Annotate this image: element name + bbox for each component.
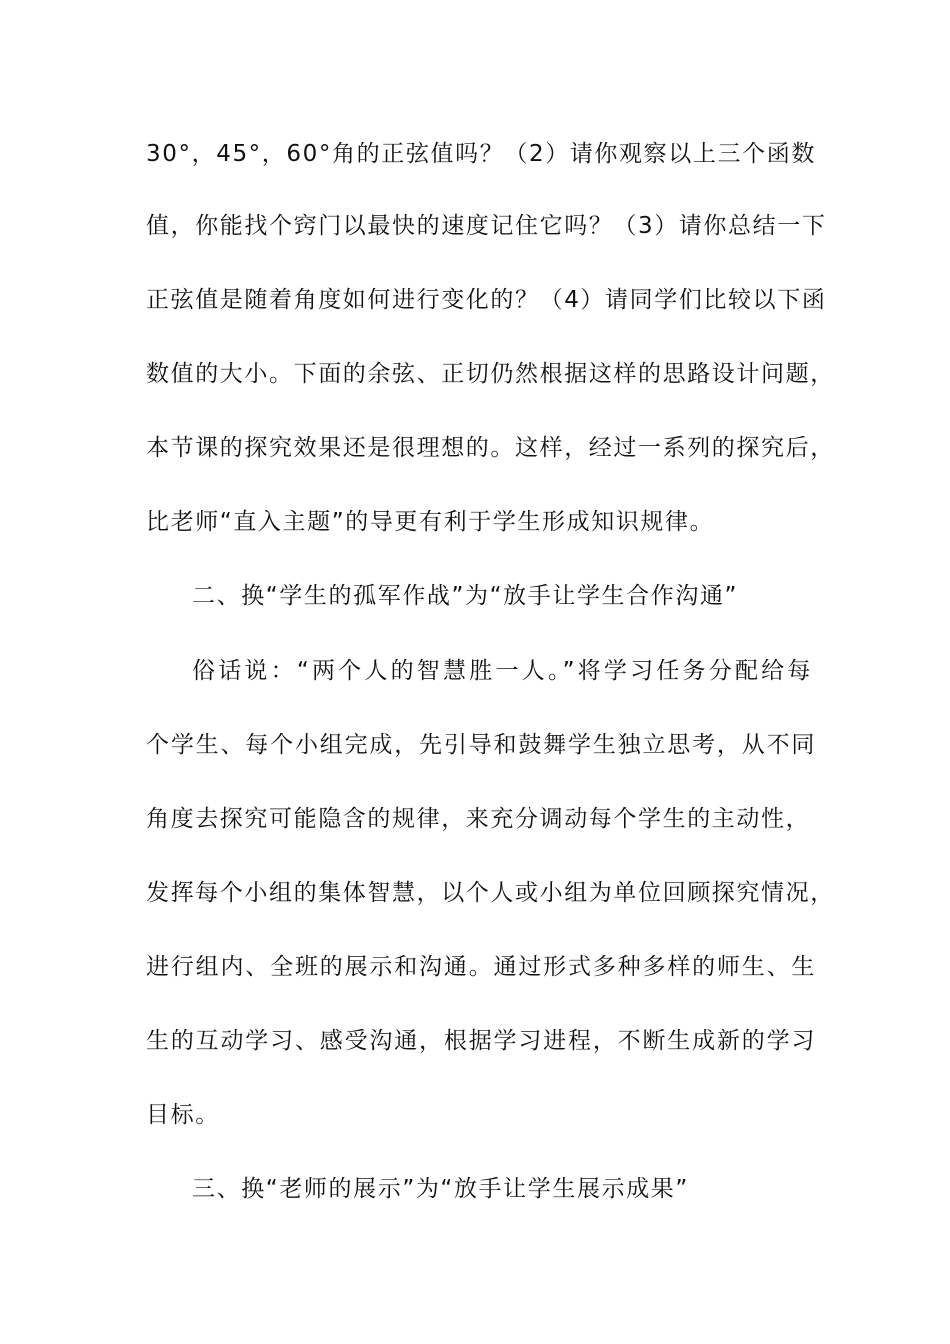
section-heading: 二、换“学生的孤军作战”为“放手让学生合作沟通” — [192, 583, 739, 609]
section-heading: 三、换“老师的展示”为“放手让学生展示成果” — [192, 1176, 689, 1202]
paragraph-line: 发挥每个小组的集体智慧，以个人或小组为单位回顾探究情况， — [146, 880, 835, 906]
paragraph-line: 个学生、每个小组完成，先引导和鼓舞学生独立思考，从不同 — [146, 732, 816, 758]
paragraph-line: 角度去探究可能隐含的规律，来充分调动每个学生的主动性， — [146, 806, 811, 832]
paragraph-line: 生的互动学习、感受沟通，根据学习进程，不断生成新的学习 — [146, 1028, 816, 1054]
paragraph-line: 本节课的探究效果还是很理想的。这样，经过一系列的探究后， — [146, 435, 835, 461]
paragraph-line: 比老师“直入主题”的导更有利于学生形成知识规律。 — [146, 509, 715, 535]
paragraph-line: 俗话说：“两个人的智慧胜一人。”将学习任务分配给每 — [192, 658, 812, 684]
paragraph-line: 数值的大小。下面的余弦、正切仍然根据这样的思路设计问题， — [146, 361, 835, 387]
paragraph-line: 进行组内、全班的展示和沟通。通过形式多种多样的师生、生 — [146, 954, 816, 980]
paragraph-line: 目标。 — [146, 1102, 220, 1128]
paragraph-line: 正弦值是随着角度如何进行变化的？（4）请同学们比较以下函 — [146, 287, 827, 313]
paragraph-line: 值，你能找个窍门以最快的速度记住它吗？（3）请你总结一下 — [146, 213, 827, 239]
paragraph-line: 30°，45°，60°角的正弦值吗？（2）请你观察以上三个函数 — [146, 141, 816, 167]
